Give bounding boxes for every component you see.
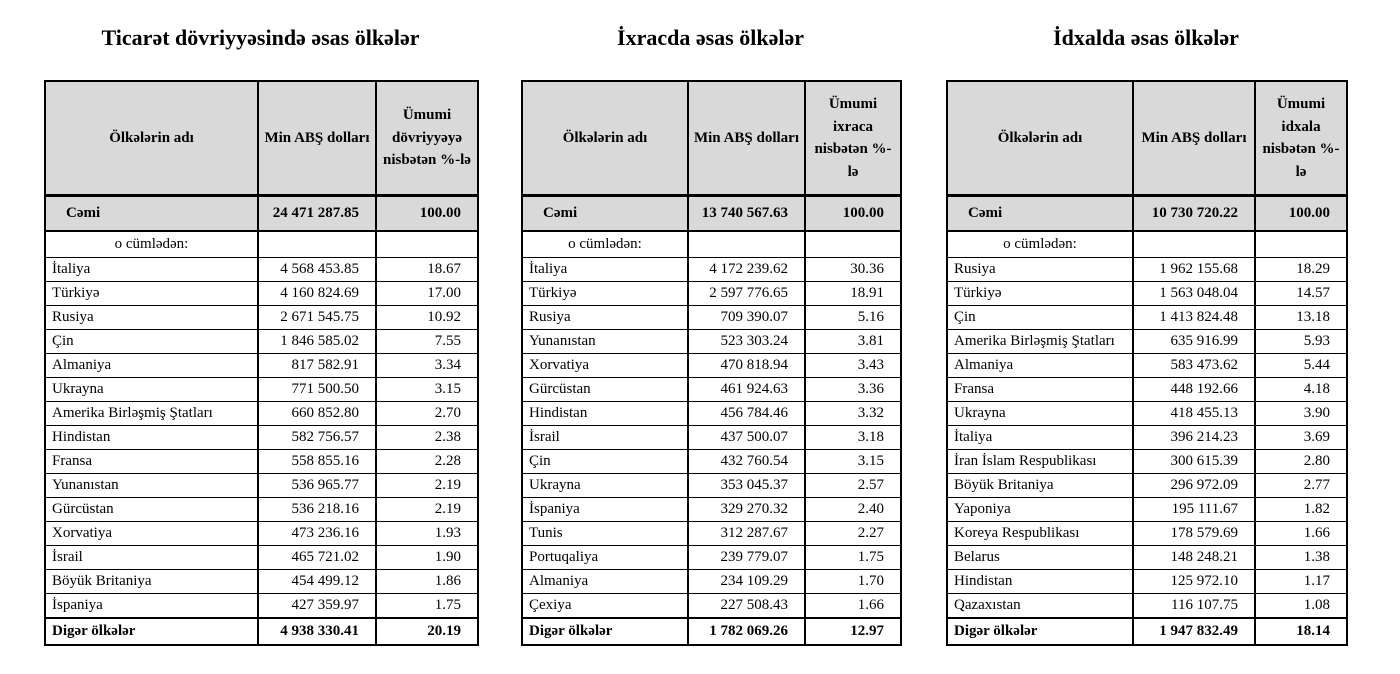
percent-cell: 1.38	[1255, 546, 1347, 570]
amount-cell: 817 582.91	[258, 354, 376, 378]
country-row	[522, 330, 901, 354]
percent-cell: 1.93	[376, 522, 478, 546]
country-name-cell: Amerika Birləşmiş Ştatları	[947, 330, 1133, 354]
country-name-cell: Portuqaliya	[522, 546, 688, 570]
other-label: Digər ölkələr	[947, 618, 1133, 645]
amount-cell: 470 818.94	[688, 354, 805, 378]
percent-cell: 3.90	[1255, 402, 1347, 426]
other-percent: 20.19	[376, 618, 478, 645]
percent-cell: 18.67	[376, 258, 478, 282]
turnover-table	[44, 80, 479, 646]
percent-cell: 1.82	[1255, 498, 1347, 522]
amount-cell: 583 473.62	[1133, 354, 1255, 378]
amount-cell: 296 972.09	[1133, 474, 1255, 498]
percent-cell: 1.90	[376, 546, 478, 570]
country-row	[45, 354, 478, 378]
country-row	[522, 426, 901, 450]
country-name-cell: Rusiya	[947, 258, 1133, 282]
country-name-cell: Almaniya	[522, 570, 688, 594]
amount-cell: 329 270.32	[688, 498, 805, 522]
country-row	[947, 450, 1347, 474]
other-percent: 12.97	[805, 618, 901, 645]
amount-cell: 312 287.67	[688, 522, 805, 546]
export-table	[521, 80, 902, 646]
country-name-cell: İspaniya	[522, 498, 688, 522]
other-countries-row	[522, 618, 901, 645]
country-row	[522, 474, 901, 498]
total-percent: 100.00	[805, 196, 901, 232]
total-row	[522, 196, 901, 232]
percent-cell: 3.34	[376, 354, 478, 378]
total-amount: 24 471 287.85	[258, 196, 376, 232]
country-name-cell: Gürcüstan	[522, 378, 688, 402]
country-name-cell: İspaniya	[45, 594, 258, 619]
country-row	[45, 378, 478, 402]
country-name-cell: Gürcüstan	[45, 498, 258, 522]
percent-cell: 1.08	[1255, 594, 1347, 619]
country-name-cell: Almaniya	[45, 354, 258, 378]
percent-cell: 2.40	[805, 498, 901, 522]
percent-cell: 3.81	[805, 330, 901, 354]
column-header-amount: Min ABŞ dolları	[688, 81, 805, 196]
country-name-cell: Böyük Britaniya	[45, 570, 258, 594]
country-name-cell: Fransa	[947, 378, 1133, 402]
subheading-row	[947, 231, 1347, 258]
import-table	[946, 80, 1348, 646]
total-amount: 10 730 720.22	[1133, 196, 1255, 232]
country-row	[947, 498, 1347, 522]
column-header-percent: Ümumi ixraca nisbətən %-lə	[805, 81, 901, 196]
percent-cell: 2.80	[1255, 450, 1347, 474]
country-name-cell: Hindistan	[45, 426, 258, 450]
amount-cell: 473 236.16	[258, 522, 376, 546]
amount-cell: 536 218.16	[258, 498, 376, 522]
country-rows	[45, 258, 478, 619]
subheading-label: o cümlədən:	[522, 231, 688, 258]
country-name-cell: Türkiyə	[522, 282, 688, 306]
amount-cell: 432 760.54	[688, 450, 805, 474]
percent-cell: 18.91	[805, 282, 901, 306]
amount-cell: 1 563 048.04	[1133, 282, 1255, 306]
other-countries-row	[45, 618, 478, 645]
amount-cell: 1 962 155.68	[1133, 258, 1255, 282]
country-row	[947, 354, 1347, 378]
column-header-country: Ölkələrin adı	[45, 81, 258, 196]
country-name-cell: İtaliya	[522, 258, 688, 282]
country-row	[947, 330, 1347, 354]
total-amount: 13 740 567.63	[688, 196, 805, 232]
amount-cell: 396 214.23	[1133, 426, 1255, 450]
import-section	[946, 20, 1346, 646]
country-name-cell: Rusiya	[522, 306, 688, 330]
total-percent: 100.00	[1255, 196, 1347, 232]
other-percent: 18.14	[1255, 618, 1347, 645]
table-title-turnover: Ticarət dövriyyəsində əsas ölkələr	[101, 25, 420, 50]
country-row	[45, 594, 478, 619]
subheading-row	[45, 231, 478, 258]
country-row	[947, 282, 1347, 306]
amount-cell: 1 413 824.48	[1133, 306, 1255, 330]
country-row	[45, 306, 478, 330]
amount-cell: 461 924.63	[688, 378, 805, 402]
amount-cell: 635 916.99	[1133, 330, 1255, 354]
country-name-cell: Tunis	[522, 522, 688, 546]
country-name-cell: Rusiya	[45, 306, 258, 330]
percent-cell: 4.18	[1255, 378, 1347, 402]
amount-cell: 427 359.97	[258, 594, 376, 619]
amount-cell: 448 192.66	[1133, 378, 1255, 402]
amount-cell: 234 109.29	[688, 570, 805, 594]
amount-cell: 456 784.46	[688, 402, 805, 426]
country-rows	[522, 258, 901, 619]
country-row	[947, 402, 1347, 426]
country-name-cell: Ukrayna	[947, 402, 1133, 426]
percent-cell: 1.66	[805, 594, 901, 619]
column-header-country: Ölkələrin adı	[522, 81, 688, 196]
country-row	[45, 522, 478, 546]
country-row	[522, 498, 901, 522]
percent-cell: 3.15	[805, 450, 901, 474]
country-name-cell: İtaliya	[45, 258, 258, 282]
amount-cell: 437 500.07	[688, 426, 805, 450]
amount-cell: 771 500.50	[258, 378, 376, 402]
country-name-cell: İsrail	[522, 426, 688, 450]
amount-cell: 536 965.77	[258, 474, 376, 498]
country-row	[522, 522, 901, 546]
percent-cell: 3.69	[1255, 426, 1347, 450]
country-name-cell: Çin	[45, 330, 258, 354]
amount-cell: 195 111.67	[1133, 498, 1255, 522]
percent-cell: 2.38	[376, 426, 478, 450]
percent-cell: 30.36	[805, 258, 901, 282]
column-header-country: Ölkələrin adı	[947, 81, 1133, 196]
country-name-cell: Belarus	[947, 546, 1133, 570]
column-header-amount: Min ABŞ dolları	[258, 81, 376, 196]
country-name-cell: Yunanıstan	[45, 474, 258, 498]
amount-cell: 4 160 824.69	[258, 282, 376, 306]
amount-cell: 582 756.57	[258, 426, 376, 450]
header-row	[522, 81, 901, 196]
country-row	[522, 570, 901, 594]
amount-cell: 709 390.07	[688, 306, 805, 330]
country-row	[947, 546, 1347, 570]
percent-cell: 3.36	[805, 378, 901, 402]
country-row	[45, 474, 478, 498]
country-name-cell: Yunanıstan	[522, 330, 688, 354]
column-header-percent: Ümumi idxala nisbətən %-lə	[1255, 81, 1347, 196]
country-name-cell: Fransa	[45, 450, 258, 474]
percent-cell: 13.18	[1255, 306, 1347, 330]
country-row	[947, 378, 1347, 402]
other-countries-row	[947, 618, 1347, 645]
total-label: Cəmi	[947, 196, 1133, 232]
percent-cell: 5.44	[1255, 354, 1347, 378]
country-name-cell: Xorvatiya	[522, 354, 688, 378]
country-name-cell: Böyük Britaniya	[947, 474, 1133, 498]
country-row	[947, 474, 1347, 498]
amount-cell: 1 846 585.02	[258, 330, 376, 354]
trade-turnover-section	[44, 20, 477, 646]
country-name-cell: Qazaxıstan	[947, 594, 1133, 619]
column-header-percent: Ümumi dövriyyəyə nisbətən %-lə	[376, 81, 478, 196]
percent-cell: 18.29	[1255, 258, 1347, 282]
amount-cell: 227 508.43	[688, 594, 805, 619]
country-name-cell: Hindistan	[522, 402, 688, 426]
amount-cell: 465 721.02	[258, 546, 376, 570]
country-name-cell: Türkiyə	[947, 282, 1133, 306]
empty-cell	[805, 231, 901, 258]
country-row	[45, 450, 478, 474]
country-name-cell: Amerika Birləşmiş Ştatları	[45, 402, 258, 426]
total-percent: 100.00	[376, 196, 478, 232]
empty-cell	[258, 231, 376, 258]
table-title-import: İdxalda əsas ölkələr	[1053, 25, 1239, 50]
export-section	[521, 20, 900, 646]
country-row	[947, 258, 1347, 282]
amount-cell: 125 972.10	[1133, 570, 1255, 594]
country-row	[45, 330, 478, 354]
country-row	[947, 522, 1347, 546]
amount-cell: 418 455.13	[1133, 402, 1255, 426]
percent-cell: 2.70	[376, 402, 478, 426]
country-name-cell: Koreya Respublikası	[947, 522, 1133, 546]
header-row	[45, 81, 478, 196]
amount-cell: 116 107.75	[1133, 594, 1255, 619]
country-row	[522, 306, 901, 330]
country-row	[522, 402, 901, 426]
amount-cell: 4 568 453.85	[258, 258, 376, 282]
percent-cell: 2.19	[376, 498, 478, 522]
country-name-cell: Çin	[947, 306, 1133, 330]
country-name-cell: Almaniya	[947, 354, 1133, 378]
empty-cell	[1255, 231, 1347, 258]
country-row	[522, 546, 901, 570]
amount-cell: 353 045.37	[688, 474, 805, 498]
country-name-cell: İtaliya	[947, 426, 1133, 450]
amount-cell: 660 852.80	[258, 402, 376, 426]
percent-cell: 2.27	[805, 522, 901, 546]
country-name-cell: İsrail	[45, 546, 258, 570]
percent-cell: 1.17	[1255, 570, 1347, 594]
subheading-row	[522, 231, 901, 258]
amount-cell: 300 615.39	[1133, 450, 1255, 474]
percent-cell: 14.57	[1255, 282, 1347, 306]
percent-cell: 3.32	[805, 402, 901, 426]
percent-cell: 3.15	[376, 378, 478, 402]
country-name-cell: Yaponiya	[947, 498, 1133, 522]
other-label: Digər ölkələr	[45, 618, 258, 645]
country-row	[45, 258, 478, 282]
amount-cell: 558 855.16	[258, 450, 376, 474]
subheading-label: o cümlədən:	[45, 231, 258, 258]
other-amount: 4 938 330.41	[258, 618, 376, 645]
country-name-cell: Çin	[522, 450, 688, 474]
country-name-cell: Türkiyə	[45, 282, 258, 306]
country-name-cell: Ukrayna	[45, 378, 258, 402]
percent-cell: 5.93	[1255, 330, 1347, 354]
country-name-cell: Ukrayna	[522, 474, 688, 498]
table-title-export: İxracda əsas ölkələr	[617, 25, 804, 50]
country-name-cell: İran İslam Respublikası	[947, 450, 1133, 474]
country-row	[45, 570, 478, 594]
country-name-cell: Hindistan	[947, 570, 1133, 594]
amount-cell: 454 499.12	[258, 570, 376, 594]
country-row	[45, 426, 478, 450]
amount-cell: 2 597 776.65	[688, 282, 805, 306]
percent-cell: 10.92	[376, 306, 478, 330]
country-row	[522, 354, 901, 378]
subheading-label: o cümlədən:	[947, 231, 1133, 258]
total-row	[45, 196, 478, 232]
amount-cell: 4 172 239.62	[688, 258, 805, 282]
country-row	[522, 282, 901, 306]
empty-cell	[376, 231, 478, 258]
percent-cell: 17.00	[376, 282, 478, 306]
column-header-amount: Min ABŞ dolları	[1133, 81, 1255, 196]
country-row	[947, 306, 1347, 330]
country-name-cell: Çexiya	[522, 594, 688, 619]
amount-cell: 239 779.07	[688, 546, 805, 570]
country-name-cell: Xorvatiya	[45, 522, 258, 546]
other-amount: 1 782 069.26	[688, 618, 805, 645]
amount-cell: 523 303.24	[688, 330, 805, 354]
percent-cell: 3.43	[805, 354, 901, 378]
percent-cell: 1.75	[805, 546, 901, 570]
header-row	[947, 81, 1347, 196]
amount-cell: 178 579.69	[1133, 522, 1255, 546]
percent-cell: 1.70	[805, 570, 901, 594]
percent-cell: 2.28	[376, 450, 478, 474]
percent-cell: 5.16	[805, 306, 901, 330]
percent-cell: 2.77	[1255, 474, 1347, 498]
country-row	[45, 282, 478, 306]
total-row	[947, 196, 1347, 232]
empty-cell	[1133, 231, 1255, 258]
country-row	[947, 426, 1347, 450]
other-amount: 1 947 832.49	[1133, 618, 1255, 645]
percent-cell: 2.19	[376, 474, 478, 498]
country-row	[947, 570, 1347, 594]
amount-cell: 2 671 545.75	[258, 306, 376, 330]
country-row	[45, 546, 478, 570]
country-rows	[947, 258, 1347, 619]
empty-cell	[688, 231, 805, 258]
country-row	[45, 402, 478, 426]
country-row	[522, 378, 901, 402]
country-row	[947, 594, 1347, 619]
total-label: Cəmi	[45, 196, 258, 232]
total-label: Cəmi	[522, 196, 688, 232]
percent-cell: 3.18	[805, 426, 901, 450]
country-row	[522, 450, 901, 474]
country-row	[522, 594, 901, 619]
percent-cell: 1.66	[1255, 522, 1347, 546]
other-label: Digər ölkələr	[522, 618, 688, 645]
percent-cell: 1.86	[376, 570, 478, 594]
country-row	[522, 258, 901, 282]
amount-cell: 148 248.21	[1133, 546, 1255, 570]
percent-cell: 2.57	[805, 474, 901, 498]
percent-cell: 1.75	[376, 594, 478, 619]
country-row	[45, 498, 478, 522]
percent-cell: 7.55	[376, 330, 478, 354]
